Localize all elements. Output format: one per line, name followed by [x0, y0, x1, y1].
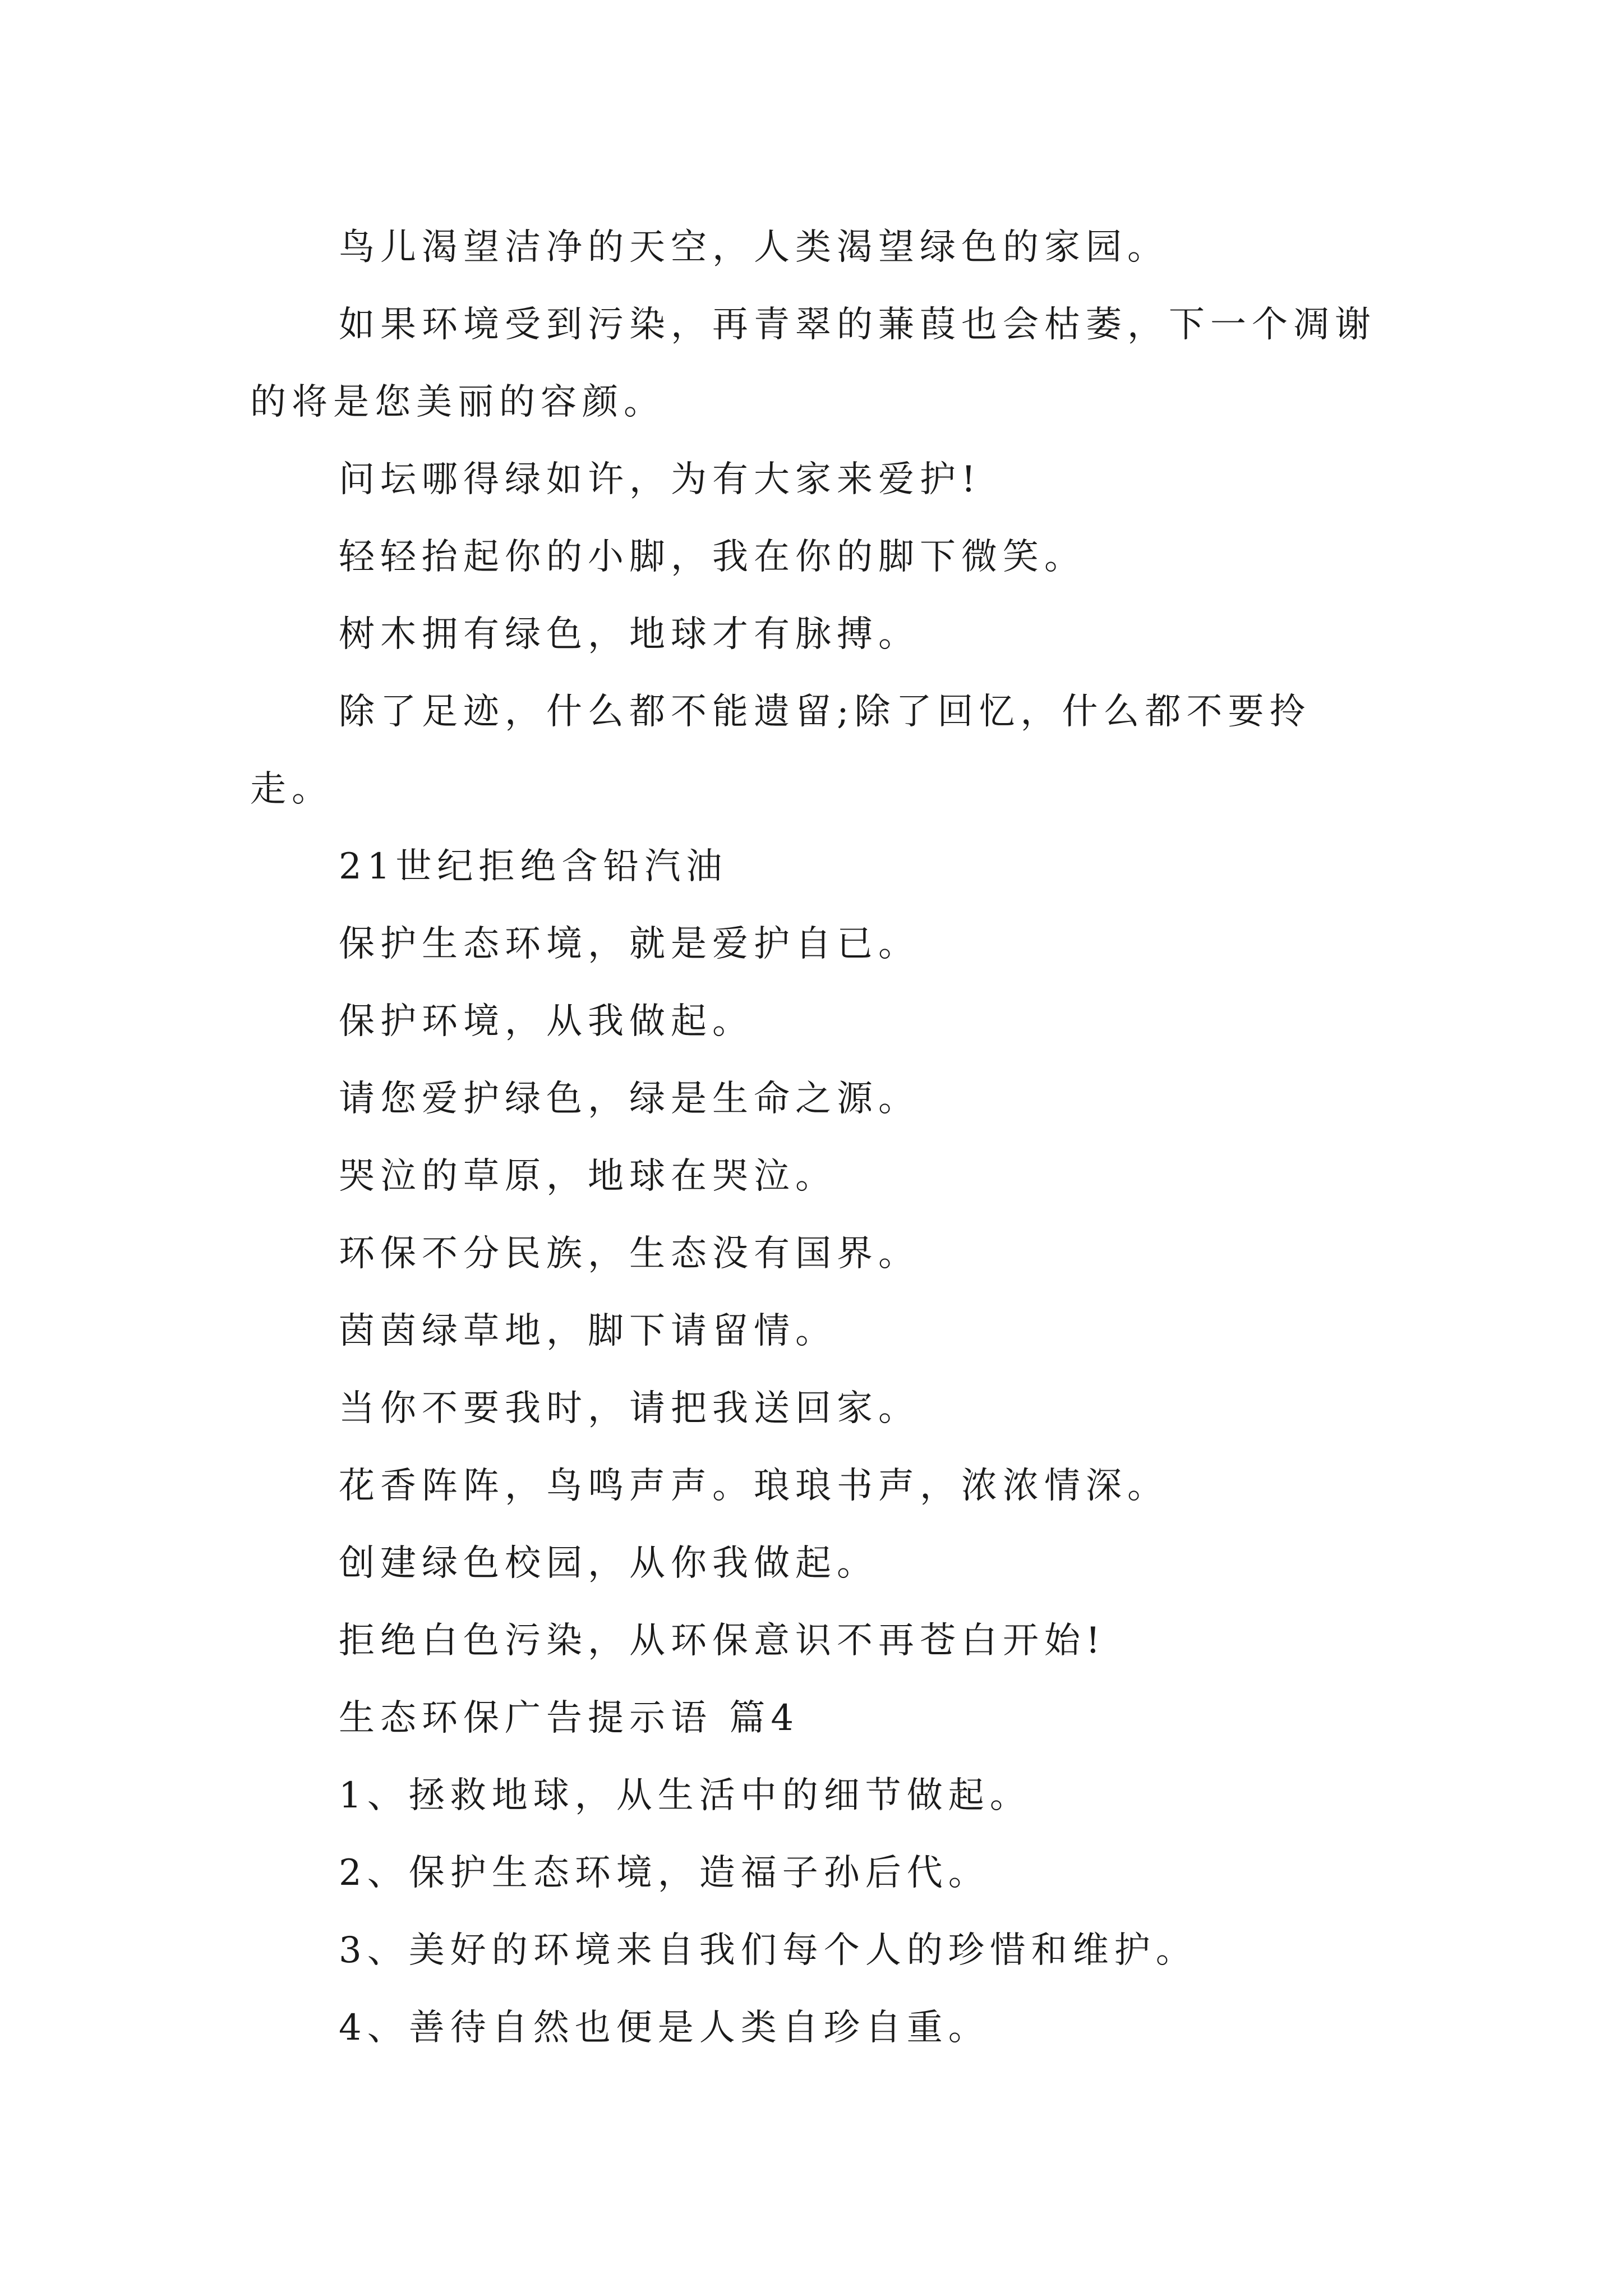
list-item: 2、保护生态环境，造福子孙后代。: [339, 1852, 990, 1894]
list-item: 3、美好的环境来自我们每个人的珍惜和维护。: [339, 1930, 1197, 1971]
paragraph: 创建绿色校园，从你我做起。: [339, 1543, 878, 1584]
section-heading: 生态环保广告提示语 篇4: [339, 1697, 800, 1739]
paragraph: 茵茵绿草地，脚下请留情。: [339, 1310, 837, 1352]
paragraph: 当你不要我时，请把我送回家。: [339, 1388, 920, 1429]
paragraph: 除了足迹，什么都不能遗留;除了回忆，什么都不要拎走。: [250, 691, 1311, 810]
paragraph: 环保不分民族，生态没有国界。: [339, 1233, 920, 1274]
document-body: [250, 209, 1389, 2067]
list-item: 4、善待自然也便是人类自珍自重。: [339, 2007, 990, 2049]
paragraph: 保护生态环境，就是爱护自已。: [339, 923, 920, 965]
list-item: 1、拯救地球，从生活中的细节做起。: [339, 1775, 1031, 1816]
paragraph: 鸟儿渴望洁净的天空，人类渴望绿色的家园。: [339, 227, 1169, 268]
paragraph: 花香阵阵，鸟鸣声声。琅琅书声，浓浓情深。: [339, 1465, 1169, 1507]
paragraph: 保护环境，从我做起。: [339, 1001, 754, 1042]
paragraph: 21世纪拒绝含铅汽油: [339, 846, 728, 887]
paragraph: 请您爱护绿色，绿是生命之源。: [339, 1078, 920, 1120]
paragraph: 问坛哪得绿如许，为有大家来爱护!: [339, 459, 981, 500]
paragraph: 树木拥有绿色，地球才有脉搏。: [339, 614, 920, 655]
paragraph: 轻轻抬起你的小脚，我在你的脚下微笑。: [339, 536, 1086, 578]
paragraph: 拒绝白色污染，从环保意识不再苍白开始!: [339, 1620, 1106, 1662]
paragraph: 哭泣的草原，地球在哭泣。: [339, 1156, 837, 1197]
paragraph: 如果环境受到污染，再青翠的蒹葭也会枯萎，下一个凋谢的将是您美丽的容颜。: [250, 304, 1376, 423]
